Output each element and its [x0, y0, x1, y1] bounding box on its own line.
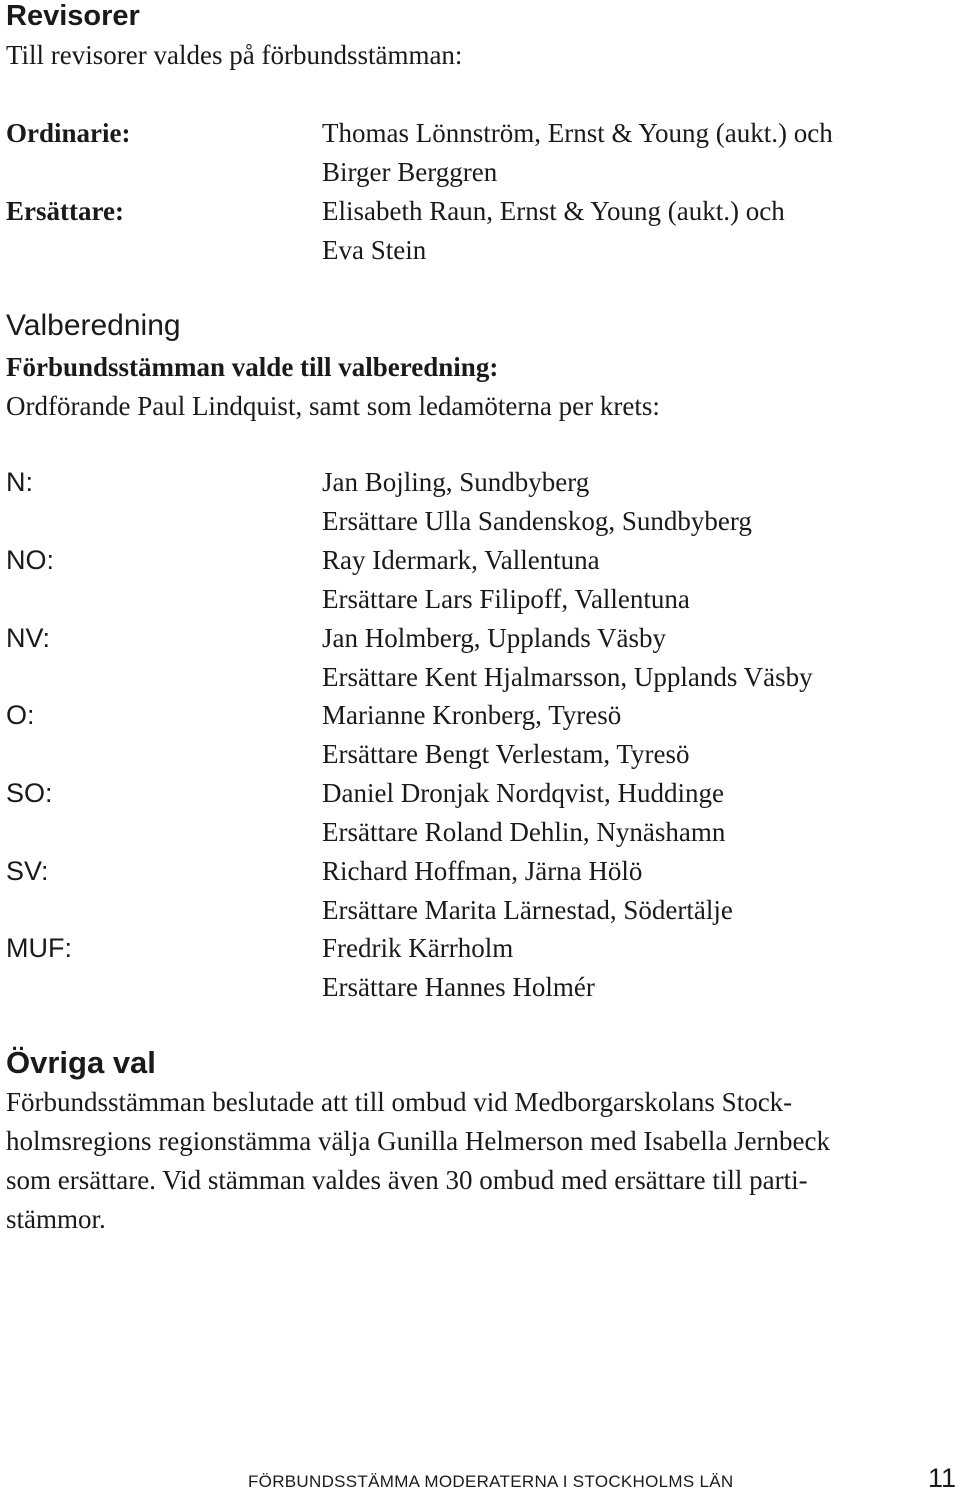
krets-label-n: N: — [6, 467, 33, 497]
krets-label-no: NO: — [6, 545, 55, 575]
krets-substitute: Ersättare Marita Lärnestad, Södertälje — [322, 895, 733, 925]
krets-substitute: Ersättare Kent Hjalmarsson, Upplands Väsby — [322, 662, 813, 692]
section-heading-revisorer: Revisorer — [6, 0, 140, 32]
page-number: 11 — [928, 1463, 957, 1493]
krets-label-muf: MUF: — [6, 933, 72, 963]
krets-member: Marianne Kronberg, Tyresö — [322, 700, 622, 730]
krets-member: Daniel Dronjak Nordqvist, Huddinge — [322, 778, 724, 808]
paragraph-line: holmsregions regionstämma välja Gunilla Helmerson med Isabella Jernbeck — [6, 1126, 831, 1156]
row-label-ersattare: Ersättare: — [6, 196, 124, 226]
valberedning-intro: Ordförande Paul Lindquist, samt som ledamöterna per krets: — [6, 391, 660, 421]
krets-substitute: Ersättare Ulla Sandenskog, Sundbyberg — [322, 506, 752, 536]
ovriga-paragraph — [6, 1083, 951, 1239]
krets-member: Jan Bojling, Sundbyberg — [322, 467, 590, 497]
valberedning-subheading: Förbundsstämman valde till valberedning: — [6, 352, 499, 382]
section-heading-ovriga-val: Övriga val — [6, 1045, 156, 1080]
revisorer-intro: Till revisorer valdes på förbundsstämman: — [6, 40, 463, 70]
krets-label-nv: NV: — [6, 623, 51, 653]
paragraph-line: stämmor. — [6, 1204, 106, 1234]
krets-substitute: Ersättare Lars Filipoff, Vallentuna — [322, 584, 690, 614]
krets-label-so: SO: — [6, 778, 53, 808]
krets-substitute: Ersättare Roland Dehlin, Nynäshamn — [322, 817, 726, 847]
paragraph-line: som ersättare. Vid stämman valdes även 30 ombud med ersättare till parti- — [6, 1165, 808, 1195]
krets-member: Ray Idermark, Vallentuna — [322, 545, 600, 575]
krets-substitute: Ersättare Hannes Holmér — [322, 972, 595, 1002]
krets-member: Fredrik Kärrholm — [322, 933, 514, 963]
row-value-line: Thomas Lönnström, Ernst & Young (aukt.) och — [322, 118, 833, 148]
krets-substitute: Ersättare Bengt Verlestam, Tyresö — [322, 739, 690, 769]
row-value-line: Birger Berggren — [322, 157, 498, 187]
krets-member: Richard Hoffman, Järna Hölö — [322, 856, 643, 886]
krets-label-o: O: — [6, 700, 35, 730]
row-label-ordinarie: Ordinarie: — [6, 118, 131, 148]
row-value-line: Eva Stein — [322, 235, 427, 265]
krets-label-sv: SV: — [6, 856, 49, 886]
page-footer: FÖRBUNDSSTÄMMA MODERATERNA I STOCKHOLMS LÄN — [248, 1472, 734, 1491]
paragraph-line: Förbundsstämman beslutade att till ombud vid Medborgarskolans Stock- — [6, 1087, 793, 1117]
section-heading-valberedning: Valberedning — [6, 309, 181, 342]
row-value-line: Elisabeth Raun, Ernst & Young (aukt.) och — [322, 196, 785, 226]
krets-member: Jan Holmberg, Upplands Väsby — [322, 623, 666, 653]
